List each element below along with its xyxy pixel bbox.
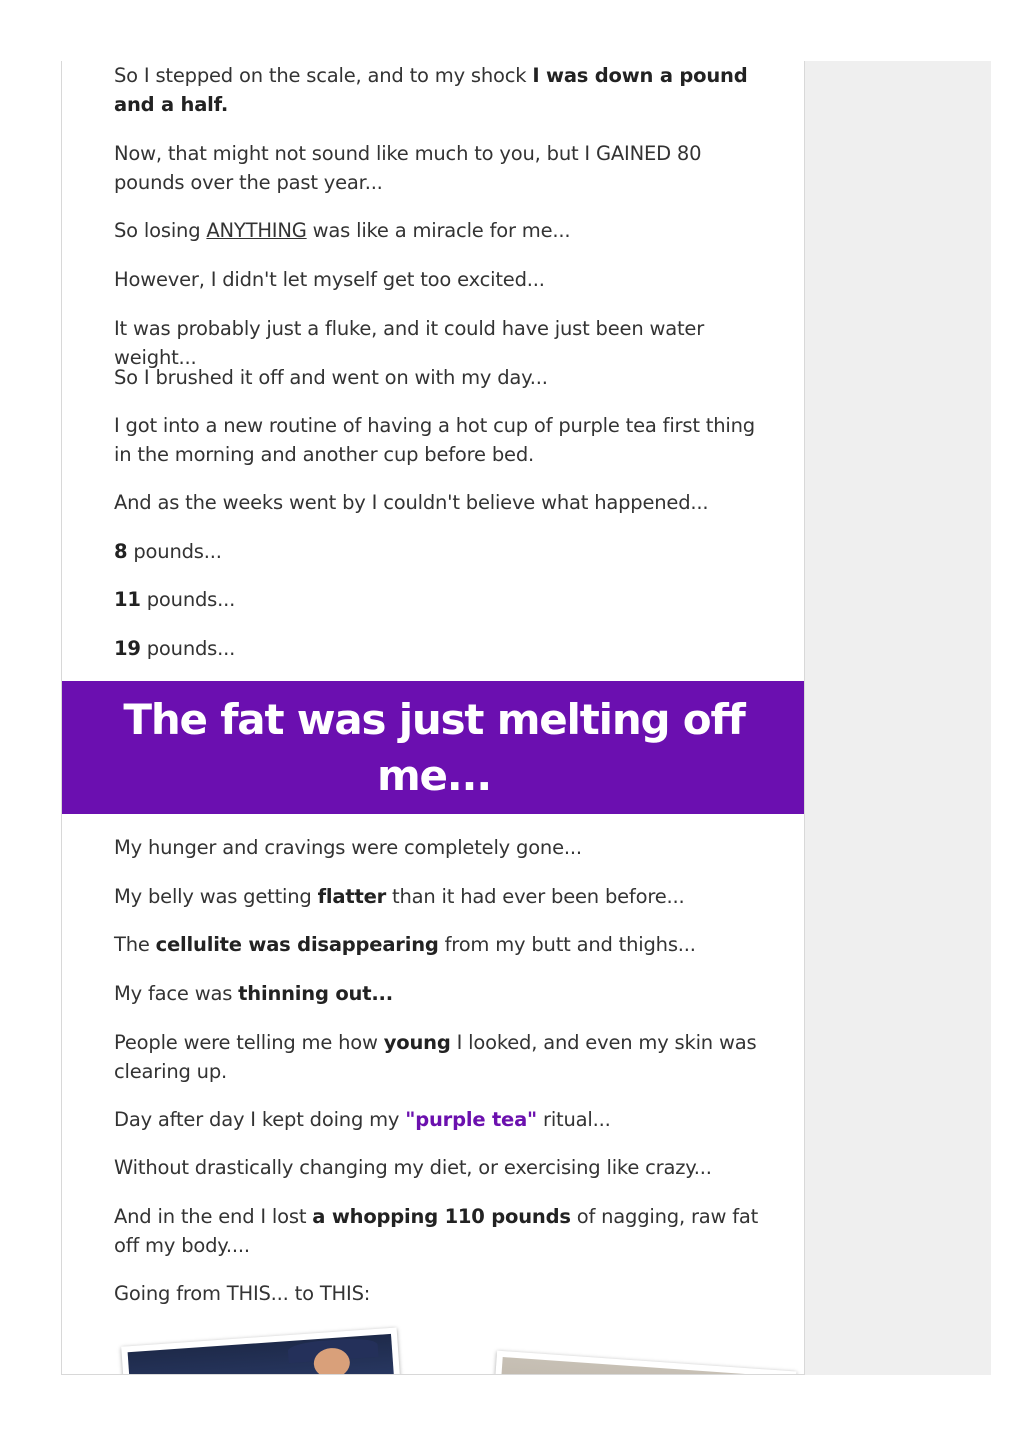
text-run: So I brushed it off and went on with my day... (114, 366, 548, 389)
text-run: I looked, and even my skin was clearing up. (114, 1031, 757, 1083)
after-photo-image (498, 1357, 790, 1375)
underlined-text: ANYTHING (206, 219, 307, 242)
text-run: I got into a new routine of having a hot cup of purple tea first thing in the morning and another cup before bed. (114, 414, 755, 466)
text-run: My face was (114, 982, 239, 1005)
before-photo (121, 1327, 403, 1375)
bold-text: 11 (114, 588, 141, 611)
after-photo (492, 1351, 797, 1375)
headline-banner (62, 681, 805, 814)
bold-text: thinning out... (238, 982, 393, 1005)
text-run: So losing (114, 219, 207, 242)
text-run: pounds... (140, 588, 236, 611)
text-run: Day after day I kept doing my (114, 1108, 406, 1131)
paragraph (114, 1028, 764, 1086)
bold-text: cellulite was disappearing (155, 933, 439, 956)
text-run: My belly was getting (114, 885, 318, 908)
text-run: Now, that might not sound like much to you, but I GAINED 80 pounds over the past year... (114, 142, 702, 194)
paragraph (114, 363, 764, 392)
bold-text: 8 (114, 540, 128, 563)
text-run: Going from THIS... to THIS: (114, 1282, 371, 1305)
text-run: ritual... (537, 1108, 611, 1131)
paragraph (114, 411, 764, 469)
before-photo-image (128, 1334, 397, 1375)
paragraph (114, 265, 764, 294)
article-body (61, 61, 805, 1375)
text-run: However, I didn't let myself get too excited... (114, 268, 545, 291)
paragraph (114, 634, 764, 663)
text-run: was like a miracle for me... (306, 219, 571, 242)
text-run: than it had ever been before... (386, 885, 685, 908)
paragraph (114, 139, 764, 197)
text-run: Without drastically changing my diet, or exercising like crazy... (114, 1156, 712, 1179)
highlight-text: "purple tea" (405, 1108, 538, 1131)
paragraph (114, 488, 764, 517)
paragraph (114, 930, 764, 959)
paragraph (114, 833, 764, 862)
text-run: It was probably just a fluke, and it could have just been water weight... (114, 317, 705, 369)
paragraph (114, 1279, 764, 1308)
text-run: pounds... (140, 637, 236, 660)
bold-text: flatter (317, 885, 387, 908)
text-run: People were telling me how (114, 1031, 384, 1054)
text-run: The (114, 933, 156, 956)
banner-headline: The fat was just melting off me... (123, 694, 745, 800)
bold-text: 19 (114, 637, 141, 660)
paragraph (114, 1105, 764, 1134)
paragraph (114, 979, 764, 1008)
text-run: My hunger and cravings were completely gone... (114, 836, 582, 859)
paragraph (114, 216, 764, 245)
text-run: pounds... (127, 540, 222, 563)
sidebar (805, 61, 991, 1375)
paragraph (114, 1153, 764, 1182)
paragraph (114, 882, 764, 911)
bold-text: a whopping 110 pounds (312, 1205, 571, 1228)
bold-text: I was down a pound and a half. (114, 64, 748, 116)
paragraph (114, 537, 764, 566)
text-run: So I stepped on the scale, and to my shock (114, 64, 533, 87)
text-run: from my butt and thighs... (438, 933, 696, 956)
bold-text: young (383, 1031, 451, 1054)
text-run: of nagging, raw fat off my body.... (114, 1205, 759, 1257)
paragraph (114, 61, 764, 119)
text-run: And in the end I lost (114, 1205, 313, 1228)
paragraph (114, 585, 764, 614)
paragraph (114, 1202, 764, 1260)
text-run: And as the weeks went by I couldn't believe what happened... (114, 491, 709, 514)
